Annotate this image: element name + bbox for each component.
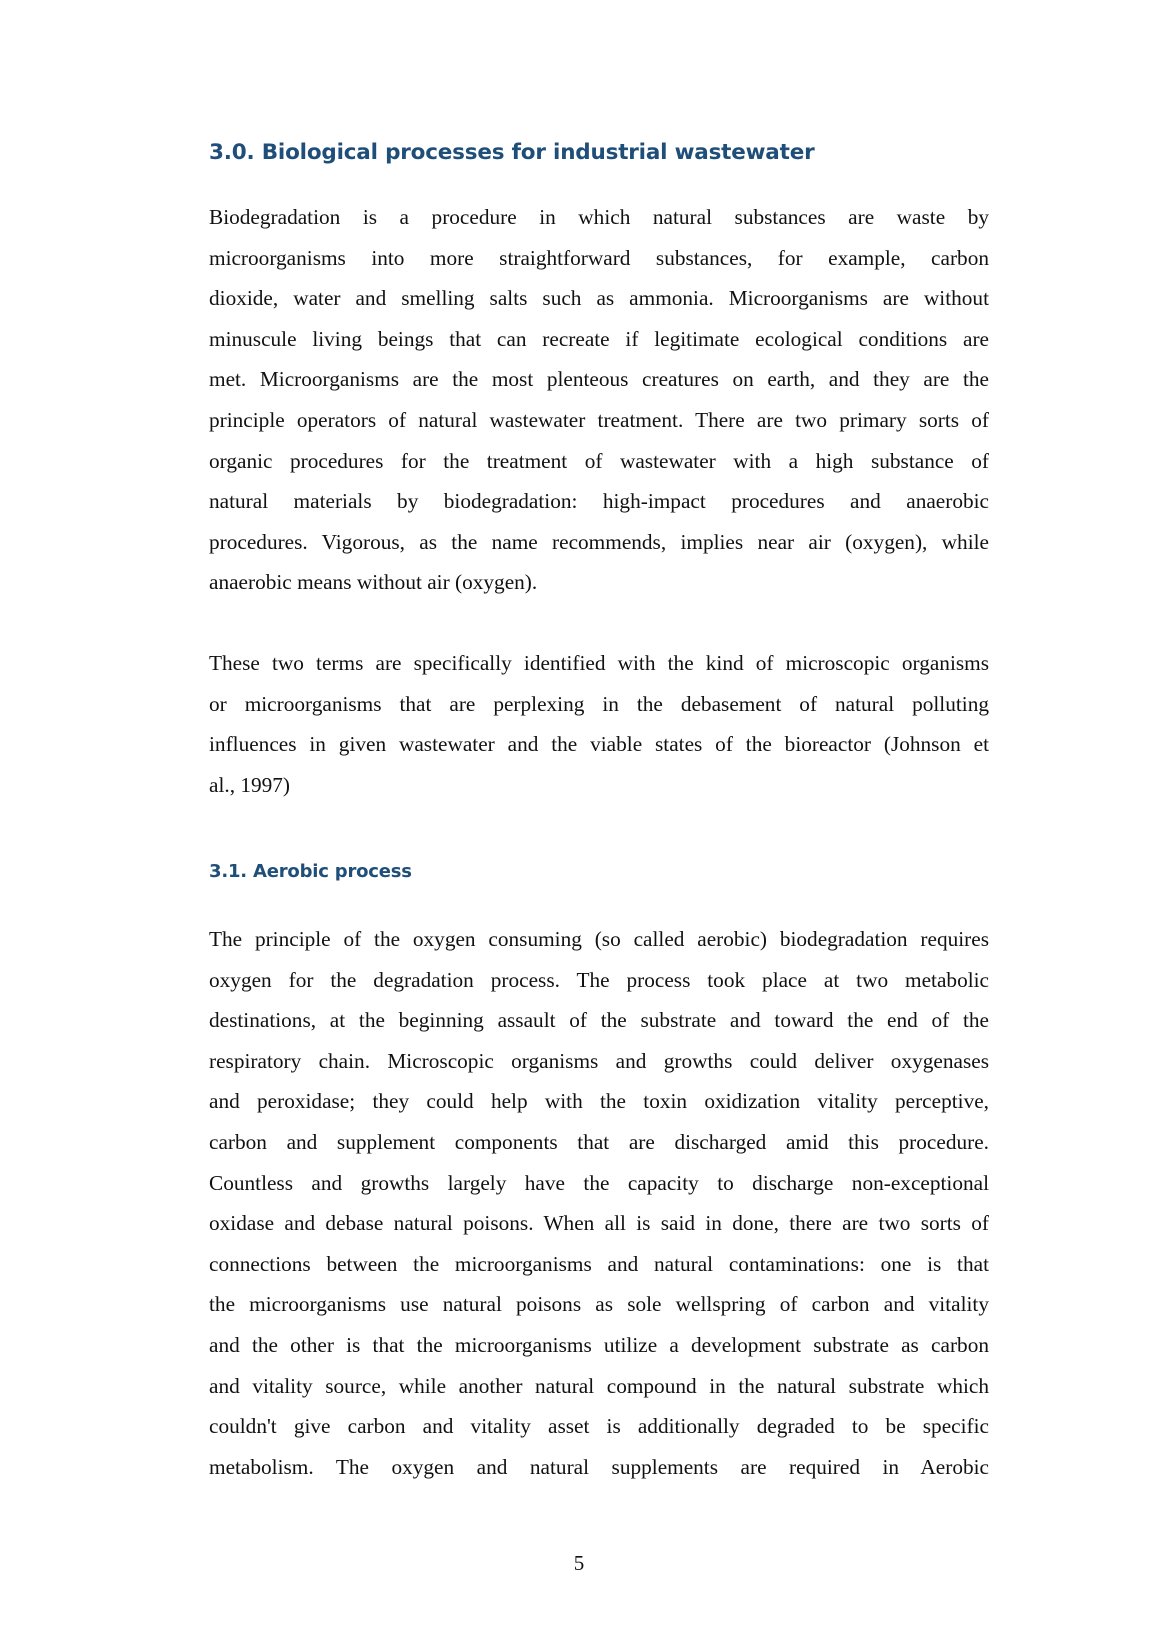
text-line: These two terms are specifically identified with the kind of microscopic organisms: [209, 651, 989, 675]
section-heading: 3.0. Biological processes for industrial wastewater: [209, 140, 815, 165]
text-line: met. Microorganisms are the most plenteous creatures on earth, and they are the: [209, 367, 989, 392]
text-line: or microorganisms that are perplexing in the debasement of natural polluting: [209, 691, 989, 716]
text-line: oxygen for the degradation process. The process took place at two metabolic: [209, 967, 989, 992]
text-line: minuscule living beings that can recreate if legitimate ecological conditions are: [209, 326, 989, 351]
text-line: respiratory chain. Microscopic organisms and growths could deliver oxygenases: [209, 1048, 989, 1073]
text-line: organic procedures for the treatment of wastewater with a high substance of: [209, 448, 989, 473]
text-line: Biodegradation is a procedure in which natural substances are waste by: [209, 205, 989, 229]
text-line: microorganisms into more straightforward substances, for example, carbon: [209, 245, 989, 270]
text-line: principle operators of natural wastewater treatment. There are two primary sorts of: [209, 407, 989, 432]
text-line: couldn't give carbon and vitality asset is additionally degraded to be specific: [209, 1414, 989, 1439]
page-number: 5: [573, 1551, 585, 1575]
text-line: and the other is that the microorganisms utilize a development substrate as carbon: [209, 1332, 989, 1357]
subsection-heading: 3.1. Aerobic process: [209, 861, 412, 882]
text-line: carbon and supplement components that are discharged amid this procedure.: [209, 1129, 989, 1154]
text-line: connections between the microorganisms and natural contaminations: one is that: [209, 1251, 989, 1276]
text-line: metabolism. The oxygen and natural supplements are required in Aerobic: [209, 1454, 989, 1479]
text-line: natural materials by biodegradation: high-impact procedures and anaerobic: [209, 489, 989, 514]
text-line: procedures. Vigorous, as the name recommends, implies near air (oxygen), while: [209, 529, 989, 554]
text-line: anaerobic means without air (oxygen).: [209, 570, 538, 595]
text-line: dioxide, water and smelling salts such as ammonia. Microorganisms are without: [209, 286, 989, 311]
text-line: influences in given wastewater and the viable states of the bioreactor (Johnson et: [209, 732, 989, 757]
text-line: oxidase and debase natural poisons. When all is said in done, there are two sorts of: [209, 1211, 989, 1236]
subsection-paragraph: [209, 919, 989, 1487]
text-line: destinations, at the beginning assault of the substrate and toward the end of the: [209, 1008, 989, 1033]
text-line: and vitality source, while another natural compound in the natural substrate which: [209, 1373, 989, 1398]
text-line: The principle of the oxygen consuming (so called aerobic) biodegradation requires: [209, 927, 989, 951]
text-line: al., 1997): [209, 772, 291, 797]
section-paragraph-2: [209, 643, 989, 805]
text-line: Countless and growths largely have the capacity to discharge non-exceptional: [209, 1170, 989, 1195]
section-paragraph-1: [209, 197, 989, 603]
text-line: the microorganisms use natural poisons as sole wellspring of carbon and vitality: [209, 1292, 989, 1317]
text-line: and peroxidase; they could help with the toxin oxidization vitality perceptive,: [209, 1089, 989, 1114]
